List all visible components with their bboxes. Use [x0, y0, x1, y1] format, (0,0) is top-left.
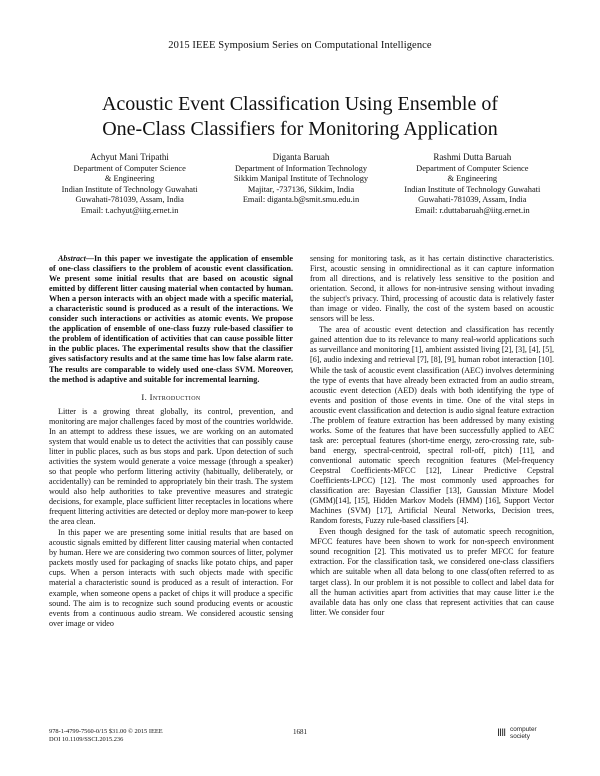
author-affiliation-line: Department of Computer Science [416, 163, 529, 173]
author-name: Diganta Baruah [272, 152, 330, 162]
footer-isbn: 978-1-4799-7560-0/15 $31.00 © 2015 IEEE [49, 728, 163, 735]
author-1 [44, 152, 215, 217]
author-email: Email: diganta.b@smit.smu.edu.in [242, 195, 360, 205]
computer-society-logo-icon: IIII [497, 727, 506, 739]
footer-doi: DOI 10.1109/SSCI.2015.236 [49, 736, 124, 743]
paragraph: Even though designed for the task of automatic speech recognition, MFCC features have been shown to work for non-speech environment sound recognition [2]. This motivated us to prefer MFCC for feature extraction. For the classification task, we considered one-class classifiers which are suitable when all data belong to one class(often referred to as target class). In our problem it is not possible to collect and label data for all the human activities apart from activities that may cause litter i.e the available data has only one class that represent activities that can cause litter. We consider four [310, 527, 554, 617]
author-affiliation-line: Guwahati-781039, Assam, India [418, 195, 527, 205]
paragraph: sensing for monitoring task, as it has certain distinctive characteristics. First, acoustic sensing in omnidirectional as it can capture information from all directions, and is relatively less sensitive to the position and orientation. Second, it allows for non-intrusive sensing without invading the subject's privacy. Third, processing of acoustic data is relatively faster than image or video. Finally, the cost of the system based on acoustic sensors will be less. [310, 254, 554, 324]
author-affiliation-line: Department of Information Technology [234, 163, 368, 173]
author-block [44, 152, 558, 217]
paragraph: Litter is a growing threat globally, its control, prevention, and monitoring are major challenges faced by most of the countries worldwide. In an attempt to address these issues, we are working on an automated system that would enable us to detect the activities that can possibly cause litter in public places, such as bus stops and park. Upon detection of such activities the system would generate a voice message (through a speaker) so that people who perform littering activity (habitually, deliberately, or accidentally) can be reminded to appropriately bin their trash. The system would also help authorities to take preventive measures and strategic decisions, for example, place sufficient litter receptacles in locations where frequent littering activities are detected or deploy more man-power to keep the area clean. [49, 406, 293, 527]
author-affiliation-line: & Engineering [104, 174, 155, 184]
paragraph: In this paper we are presenting some initial results that are based on acoustic signals emitted by different litter causing material when contacted by human. Here we are considering two common sources of litter, polymer packets mostly used for packaging of snacks like potato chips, and paper cups. When a person interacts with such objects made with specific material a characteristic sound is produced as a result of interaction. For example, when someone opens a packet of chips it will produce a specific sound. The aim is to recognize such sound producing events or acoustic events from a continuous audio stream. We considered acoustic sensing over image or video [49, 528, 293, 628]
logo-text-line: society [510, 732, 530, 740]
author-affiliation-line: Sikkim Manipal Institute of Technology [233, 174, 369, 184]
logo-text-line: computer [510, 726, 537, 733]
author-affiliation-line: Majitar, -737136, Sikkim, India [247, 184, 355, 194]
title-line-1: Acoustic Event Classification Using Ensemble of [101, 93, 499, 115]
title-line-2: One-Class Classifiers for Monitoring Application [102, 118, 498, 140]
abstract-label: Abstract [58, 254, 86, 263]
paper-title [40, 92, 560, 142]
abstract [49, 254, 293, 385]
page-number: 1681 [293, 728, 307, 736]
conference-header: 2015 IEEE Symposium Series on Computational Intelligence [168, 40, 432, 51]
author-affiliation-line: & Engineering [447, 174, 498, 184]
computer-society-logo [497, 724, 553, 746]
abstract-text: —In this paper we investigate the application of ensemble of one-class classifiers to the problem of acoustic event classification. We present some initial results that are based on acoustic signal emitted by different litter causing material when contacted by human. When a person interacts with an object made with a specific material, a characteristic sound is produced as a result of the interactions. We consider such interactions or activities as atomic events. We propose the application of ensemble of one-class fuzzy rule-based classifier to the problem of identification of activities that can cause possible litter in the public places. The experimental results show that the classifier gives satisfactory results and at the same time has low false alarm rate. The results are comparable to widely used one-class SVM. Moreover, the method is adaptive and suitable for incremental learning. [49, 254, 293, 384]
logo-text [510, 727, 537, 740]
author-email: Email: r.duttabaruah@iitg.ernet.in [414, 205, 530, 215]
author-name: Rashmi Dutta Baruah [433, 152, 512, 162]
author-affiliation-line: Indian Institute of Technology Guwahati [61, 184, 198, 194]
author-name: Achyut Mani Tripathi [90, 152, 169, 162]
author-email: Email: t.achyut@iitg.ernet.in [80, 205, 179, 215]
author-affiliation-line: Guwahati-781039, Assam, India [75, 195, 184, 205]
paragraph: The area of acoustic event detection and classification has recently gained attention due to its relevance to many real-world applications such as surveillance and monitoring [1], ambient assisted living [2], [3], [4], [5], [6], audio indexing and retrieval [7], [8], [9], human robot interaction [10]. While the task of acoustic event classification (AEC) involves determining the type of events that have already been extracted from an audio stream, acoustic event detection (AED) deals with both identifying the type of events and position of those events in time. One of the vital steps in acoustic event classification and detection is audio signal feature extraction .The problem of feature extraction has been addressed by many existing works. Some of the features that have been successfully applied to AEC task are: perceptual features (short-time energy, zero-crossing rate, sub-band energy, spectral-centroid, spectral roll-off, pitch) [11], and conventional automatic speech recognition features (Mel-frequency Ceepstral Coefficients-MFCC [12], Linear Predictive Cepstral Coefficients-LPCC) [12]. The most commonly used approaches for classification are: Bayesian Classifier [13], Gaussian Mixture Model (GMM)[14], [15], Hidden Markov Models (HMM) [16], Support Vector Machines (SVM) [17], Artificial Neural Networks, Decision trees, Random forests, Fuzzy rule-based classifiers [4]. [310, 325, 554, 526]
author-3 [387, 152, 558, 217]
author-2 [215, 152, 386, 217]
right-column [310, 254, 554, 619]
author-affiliation-line: Department of Computer Science [73, 163, 186, 173]
left-column [49, 254, 293, 630]
author-affiliation-line: Indian Institute of Technology Guwahati [404, 184, 541, 194]
section-heading-introduction: I. Introduction [141, 391, 201, 402]
